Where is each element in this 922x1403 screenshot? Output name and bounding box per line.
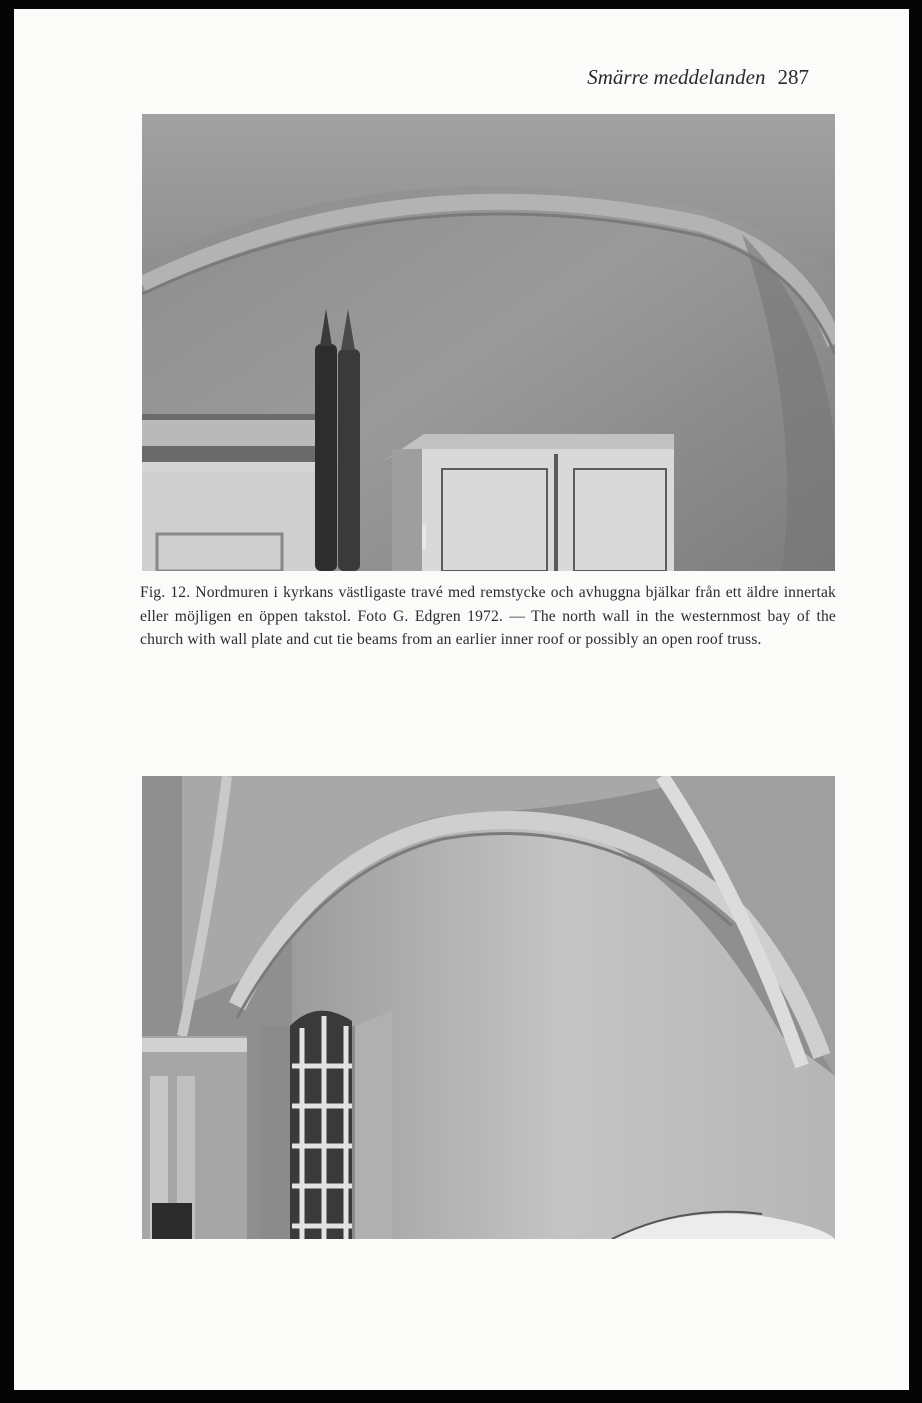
figure-12-caption: Fig. 12. Nordmuren i kyrkans västligaste travé med remstycke och avhuggna bjälkar från ett äldre innertak eller möjligen en öppen takstol. Foto G. Edgren 1972. — The north wall in the westernmost bay of the church with wall plate and cut tie beams from an earlier inner roof or possibly an open roof truss. [140,584,836,648]
running-title: Smärre meddelanden [587,65,766,89]
running-head [587,65,809,90]
figure-12-photo [142,114,835,571]
figure-13-photo [142,776,835,1239]
page-number: 287 [777,65,809,89]
